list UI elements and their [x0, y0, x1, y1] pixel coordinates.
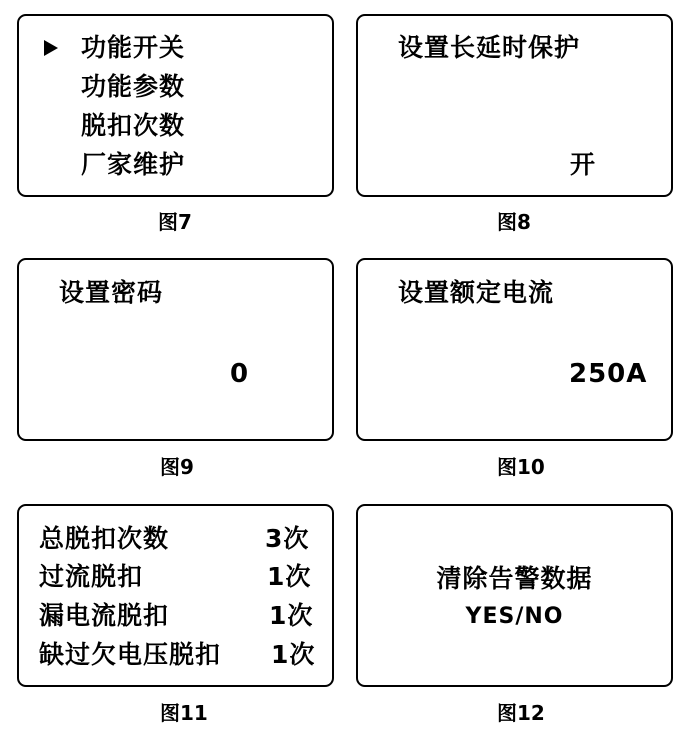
fig8-title: 设置长延时保护	[398, 33, 581, 62]
caption-fig10: 图10	[497, 455, 545, 479]
fig11-row-label: 总脱扣次数	[39, 524, 170, 553]
fig11-row-label: 漏电流脱扣	[39, 601, 170, 630]
fig10-title: 设置额定电流	[398, 278, 555, 307]
fig8-value: 开	[570, 150, 597, 179]
caption-fig11: 图11	[160, 701, 208, 725]
fig11-row-count: 1次	[271, 640, 316, 669]
fig11-row-count: 1次	[267, 562, 312, 591]
fig9-title: 设置密码	[59, 278, 164, 307]
caption-fig12: 图12	[497, 701, 545, 725]
selection-arrow-icon	[44, 40, 58, 56]
fig11-row-label: 过流脱扣	[39, 562, 144, 591]
menu-item-function-switch[interactable]: 功能开关	[81, 33, 186, 62]
fig12-prompt: 清除告警数据	[436, 564, 593, 593]
screen-fig12	[356, 504, 673, 687]
screen-fig8	[356, 14, 673, 197]
fig9-value: 0	[230, 359, 250, 389]
screen-fig11	[17, 504, 334, 687]
caption-fig8: 图8	[497, 210, 531, 234]
screen-fig9	[17, 258, 334, 441]
screen-fig7	[17, 14, 334, 197]
menu-item-function-params[interactable]: 功能参数	[81, 72, 186, 101]
menu-item-factory-maintenance[interactable]: 厂家维护	[81, 150, 186, 179]
fig10-value: 250A	[569, 359, 648, 389]
fig11-row-label: 缺过欠电压脱扣	[39, 640, 222, 669]
caption-fig7: 图7	[158, 210, 192, 234]
screen-fig10	[356, 258, 673, 441]
fig12-yes-no-option[interactable]: YES/NO	[465, 604, 564, 629]
fig11-row-count: 1次	[269, 601, 314, 630]
fig11-row-count: 3次	[265, 524, 310, 553]
caption-fig9: 图9	[160, 455, 194, 479]
menu-item-trip-count[interactable]: 脱扣次数	[81, 111, 186, 140]
